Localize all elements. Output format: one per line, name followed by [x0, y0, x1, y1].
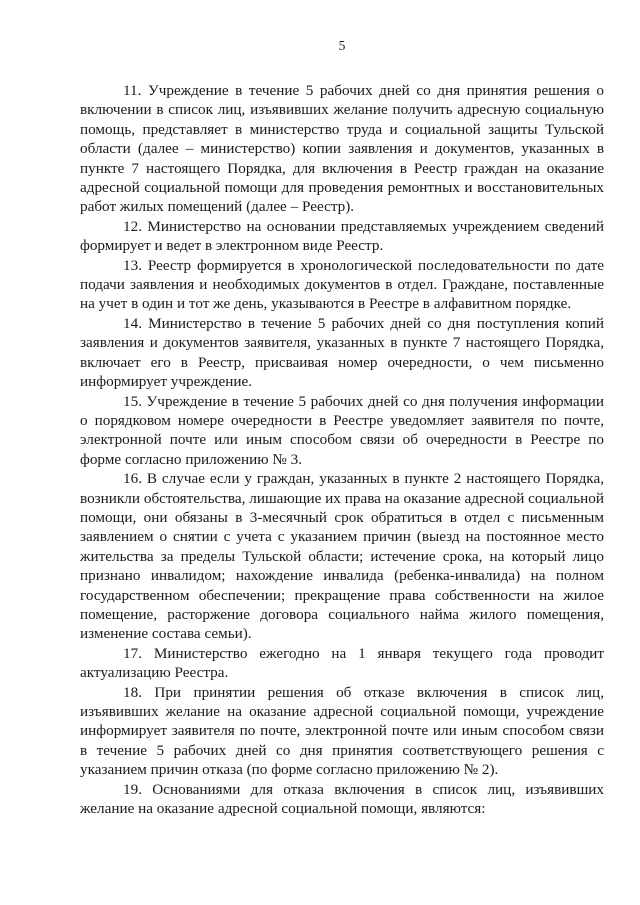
paragraph-17: 17. Министерство ежегодно на 1 января текущего года проводит актуализацию Реестра. [80, 644, 604, 682]
paragraph-15: 15. Учреждение в течение 5 рабочих дней со дня получения информации о порядковом номере очередности в Реестре уведомляет заявителя по почте, электронной почте или иным способом связи об очередности в Реестре по форме согласно приложению № 3. [80, 392, 604, 468]
paragraph-11: 11. Учреждение в течение 5 рабочих дней со дня принятия решения о включении в список лиц, изъявивших желание получить адресную социальную помощь, представляет в министерство труда и социальной защиты Тульской области (далее – министерство) копии заявления и документов, указанных в пункте 7 настоящего Порядка, для включения в Реестр граждан на оказание адресной социальной помощи для проведения ремонтных и восстановительных работ жилых помещений (далее – Реестр). [80, 82, 604, 216]
paragraph-18: 18. При принятии решения об отказе включения в список лиц, изъявивших желание на оказание адресной социальной помощи, учреждение информирует заявителя по почте, электронной почте или иным способом связи в течение 5 рабочих дней со дня принятия соответствующего решения с указанием причин отказа (по форме согласно приложению № 2). [80, 683, 604, 779]
paragraph-19: 19. Основаниями для отказа включения в список лиц, изъявивших желание на оказание адресной социальной помощи, являются: [80, 780, 604, 818]
paragraph-14: 14. Министерство в течение 5 рабочих дней со дня поступления копий заявления и документов заявителя, указанных в пункте 7 настоящего Порядка, включает его в Реестр, присваивая номер очередности, о чем письменно информирует учреждение. [80, 314, 604, 391]
paragraph-16: 16. В случае если у граждан, указанных в пункте 2 настоящего Порядка, возникли обстоятельства, лишающие их права на оказание адресной социальной помощи, они обязаны в 3-месячный срок обратиться в отдел с письменным заявлением о снятии с учета с указанием причин (выезд на постоянное место жительства за пределы Тульской области; истечение срока, на который лицо признано инвалидом; нахождение инвалида (ребенка-инвалида) на полном государственном обеспечении; прекращение права собственности на жилое помещение, расторжение договора социального найма жилого помещения, изменение состава семьи). [80, 470, 604, 643]
page-number: 5 [338, 38, 346, 53]
paragraph-13: 13. Реестр формируется в хронологической последовательности по дате подачи заявления и необходимых документов в отдел. Граждане, поставленные на учет в один и тот же день, указываются в Реестре в алфавитном порядке. [80, 256, 604, 313]
paragraph-12: 12. Министерство на основании представляемых учреждением сведений формирует и ведет в электронном виде Реестр. [80, 217, 604, 255]
